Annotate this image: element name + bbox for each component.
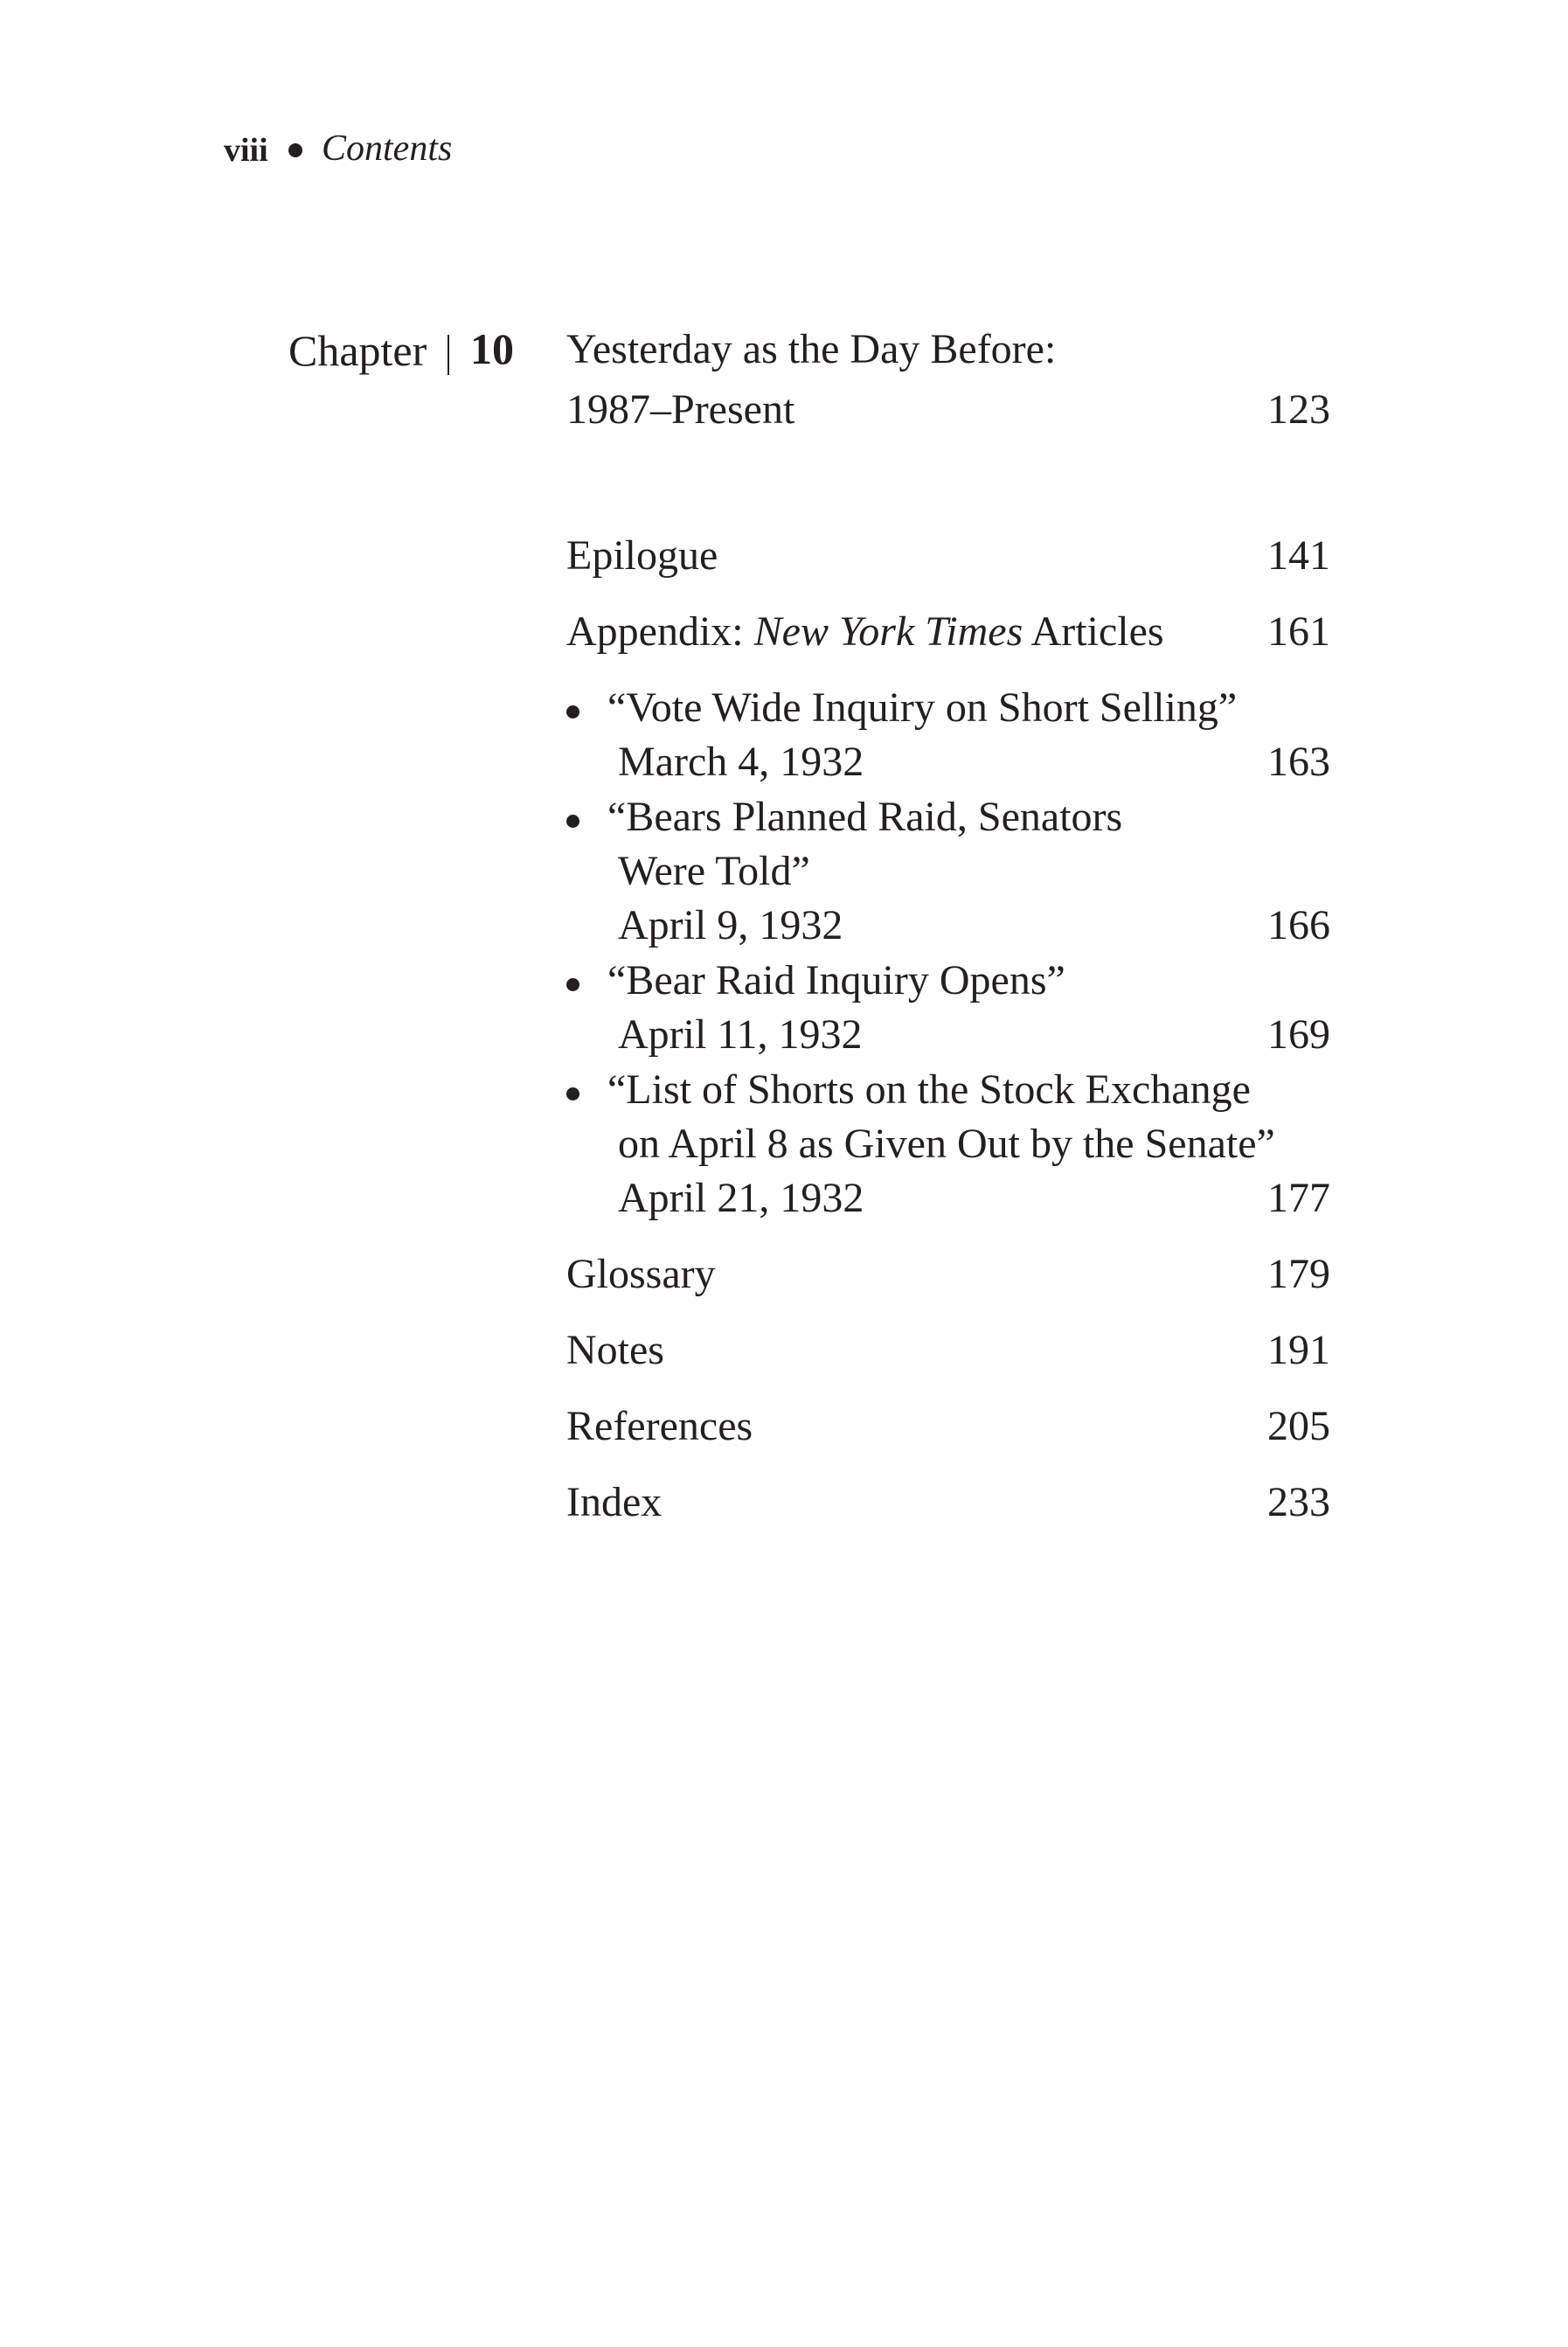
article-3-page: 169 <box>1267 1011 1330 1058</box>
chapter-title-line-1: Yesterday as the Day Before: <box>566 326 1057 372</box>
running-head-bullet <box>288 143 302 157</box>
notes-page: 191 <box>1267 1327 1330 1373</box>
notes-title: Notes <box>566 1327 664 1373</box>
article-1-date: March 4, 1932 <box>618 739 864 785</box>
article-4-page: 177 <box>1267 1175 1330 1221</box>
article-4-date: April 21, 1932 <box>618 1175 864 1221</box>
chapter-title-line-2: 1987–Present <box>566 386 795 433</box>
glossary-page: 179 <box>1267 1251 1330 1297</box>
article-4-title-line-2: on April 8 as Given Out by the Senate” <box>618 1121 1275 1167</box>
index-page: 233 <box>1267 1479 1330 1525</box>
article-3-bullet <box>566 978 579 991</box>
appendix-suffix: Articles <box>1023 608 1164 655</box>
appendix-title <box>566 608 1164 656</box>
index-title: Index <box>566 1479 663 1525</box>
article-2-bullet <box>566 815 579 828</box>
appendix-page: 161 <box>1267 608 1330 655</box>
appendix-prefix: Appendix: <box>566 608 754 655</box>
chapter-label: Chapter <box>288 326 427 375</box>
references-page: 205 <box>1267 1403 1330 1449</box>
article-2-title-line-1: “Bears Planned Raid, Senators <box>607 794 1123 840</box>
chapter-number: 10 <box>470 324 514 373</box>
article-2-date: April 9, 1932 <box>618 902 843 948</box>
chapter-page: 123 <box>1267 386 1330 433</box>
chapter-divider <box>448 335 449 375</box>
references-title: References <box>566 1403 753 1449</box>
article-3-title: “Bear Raid Inquiry Opens” <box>607 957 1065 1003</box>
article-2-title-line-2: Were Told” <box>618 848 810 894</box>
article-1-bullet <box>566 705 579 719</box>
running-head-title: Contents <box>322 128 453 169</box>
appendix-italic: New York Times <box>753 608 1023 655</box>
epilogue-page: 141 <box>1267 532 1330 579</box>
article-4-title-line-1: “List of Shorts on the Stock Exchange <box>607 1066 1251 1113</box>
article-2-page: 166 <box>1267 902 1330 948</box>
glossary-title: Glossary <box>566 1251 716 1297</box>
running-head-page-number: viii <box>224 132 268 169</box>
article-1-title: “Vote Wide Inquiry on Short Selling” <box>607 684 1238 731</box>
article-1-page: 163 <box>1267 739 1330 785</box>
epilogue-title: Epilogue <box>566 532 718 579</box>
article-3-date: April 11, 1932 <box>618 1011 863 1058</box>
article-4-bullet <box>566 1087 579 1101</box>
